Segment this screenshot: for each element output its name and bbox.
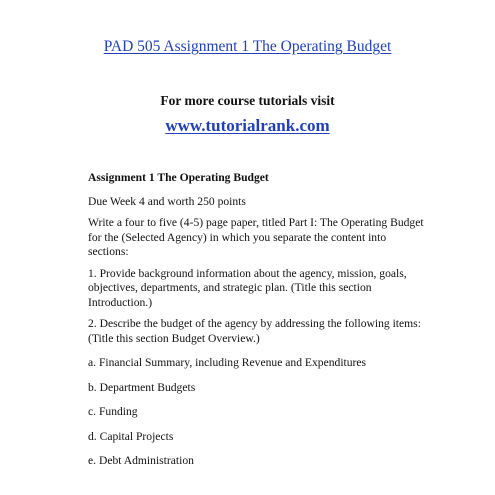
list-item: b. Department Budgets xyxy=(88,380,196,394)
due-line: Due Week 4 and worth 250 points xyxy=(88,194,246,208)
paragraph-introduction: 1. Provide background information about the agency, mission, goals, objectives, departments, and strategic plan. (Title this section Introduction.) xyxy=(88,266,407,309)
paragraph-instructions: Write a four to five (4-5) page paper, titled Part I: The Operating Budget for the (Selected Agency) in which you separate the content into sections: xyxy=(88,216,424,258)
list-item: d. Capital Projects xyxy=(88,429,174,443)
document-body xyxy=(88,171,428,479)
assignment-heading: Assignment 1 The Operating Budget xyxy=(88,171,269,184)
promo-link[interactable]: www.tutorialrank.com xyxy=(165,116,330,135)
promo-text: For more course tutorials visit xyxy=(160,93,335,108)
paragraph-budget-overview: 2. Describe the budget of the agency by addressing the following items: (Title this section Budget Overview.) xyxy=(88,317,421,345)
list-item: a. Financial Summary, including Revenue and Expenditures xyxy=(88,356,367,369)
document-title[interactable]: PAD 505 Assignment 1 The Operating Budget xyxy=(103,38,392,55)
list-item: c. Funding xyxy=(88,405,138,418)
list-item: e. Debt Administration xyxy=(88,454,194,467)
